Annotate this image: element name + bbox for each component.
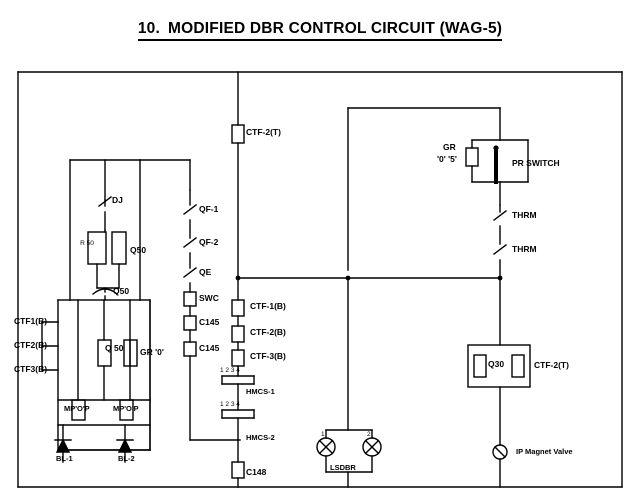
ctf1b-element — [232, 300, 244, 316]
c145-a-element — [184, 316, 196, 330]
qe-contact — [184, 268, 196, 277]
title-number: 10. — [137, 20, 161, 37]
label-ctf1b: CTF1(B) — [14, 316, 48, 326]
label-r50: R 50 — [80, 240, 94, 247]
pr-switch-pivot — [493, 145, 498, 150]
r50-resistor — [88, 232, 106, 264]
label-hmcs1-pins: 1 2 3 4 — [220, 367, 240, 374]
label-ctf3b-mid: CTF-3(B) — [250, 351, 286, 361]
label-q50-center: Q 50 — [105, 343, 124, 353]
label-ctf2t-top: CTF-2(T) — [246, 127, 281, 137]
q50-coil — [112, 232, 126, 264]
q30-element — [474, 355, 486, 377]
label-bl1: BL-1 — [56, 454, 73, 463]
label-lsdbr-lamp-1: 1 — [321, 431, 325, 438]
label-c148: C148 — [246, 467, 267, 477]
label-q30: Q30 — [488, 359, 505, 369]
label-swc: SWC — [199, 293, 219, 303]
label-qe: QE — [199, 267, 212, 277]
label-c145-b: C145 — [199, 343, 220, 353]
label-hmcs2-pins: 1 2 3 4 — [220, 401, 240, 408]
label-q50-coil: Q50 — [130, 245, 147, 255]
label-thrm1: THRM — [512, 210, 537, 220]
label-pr-switch: PR SWITCH — [512, 158, 560, 168]
label-qf2: QF-2 — [199, 237, 219, 247]
label-hmcs1: HMCS-1 — [246, 387, 275, 396]
label-q50-contact: Q50 — [113, 286, 130, 296]
label-lsdbr: LSDBR — [330, 463, 356, 472]
label-gr05-line2: '0' '5' — [437, 154, 457, 164]
label-ip-magnet-valve: IP Magnet Valve — [516, 447, 573, 456]
label-ctf3b-left: CTF3(B) — [14, 364, 48, 374]
label-mpop-left: MP'O'P — [64, 404, 90, 413]
label-gr0: GR '0' — [140, 347, 164, 357]
label-dj: DJ — [112, 195, 123, 205]
ctf3b-element — [232, 350, 244, 366]
swc-element — [184, 292, 196, 306]
label-gr05-line1: GR — [443, 142, 456, 152]
label-bl2: BL-2 — [118, 454, 135, 463]
label-mpop-right: MP'O'P — [113, 404, 139, 413]
ctf2b-element — [232, 326, 244, 342]
thrm2-contact — [494, 245, 506, 254]
label-thrm2: THRM — [512, 244, 537, 254]
label-c145-a: C145 — [199, 317, 220, 327]
qf2-contact — [184, 238, 196, 247]
ctf2t-top-element — [232, 125, 244, 143]
label-ctf1b-mid: CTF-1(B) — [250, 301, 286, 311]
c145-b-element — [184, 342, 196, 356]
qf1-contact — [184, 205, 196, 214]
label-hmcs2: HMCS-2 — [246, 433, 275, 442]
c148-element — [232, 462, 244, 478]
label-ctf2b-mid: CTF-2(B) — [250, 327, 286, 337]
label-ctf2b-left: CTF2(B) — [14, 340, 48, 350]
label-lsdbr-lamp-2: 2 — [367, 431, 371, 438]
label-qf1: QF-1 — [199, 204, 219, 214]
title-text: MODIFIED DBR CONTROL CIRCUIT (WAG-5) — [168, 20, 503, 37]
ctf2t-right-element — [512, 355, 524, 377]
gr05-element — [466, 148, 478, 166]
label-ctf2t-right: CTF-2(T) — [534, 360, 569, 370]
